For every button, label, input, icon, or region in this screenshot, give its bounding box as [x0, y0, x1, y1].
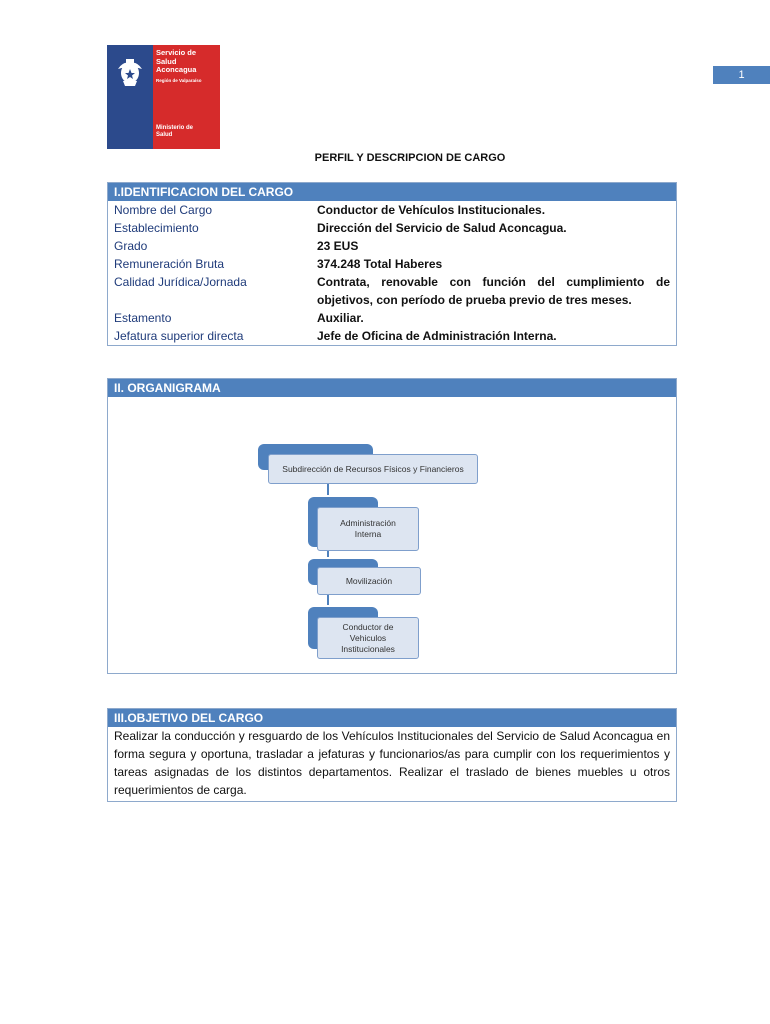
table-row: [108, 255, 676, 273]
page-number: 1: [713, 66, 770, 84]
table-row: [108, 201, 676, 219]
objetivo-heading: III.OBJETIVO DEL CARGO: [108, 709, 676, 727]
org-node-label: Administración Interna: [317, 507, 419, 551]
objetivo-section: [107, 708, 677, 802]
logo-region: Región de Valparaíso: [156, 78, 202, 83]
field-label: Nombre del Cargo: [114, 203, 213, 217]
field-label: Jefatura superior directa: [114, 329, 244, 343]
field-label: Estamento: [114, 311, 172, 325]
table-row: [108, 219, 676, 237]
ministry-logo: [107, 45, 220, 149]
coat-of-arms-icon: [113, 55, 147, 89]
field-value: Dirección del Servicio de Salud Aconcagua.: [317, 221, 567, 235]
table-row: [108, 327, 676, 345]
org-node-label: Conductor de Vehiculos Institucionales: [317, 617, 419, 659]
field-value: Conductor de Vehículos Institucionales.: [317, 203, 546, 217]
field-value: Auxiliar.: [317, 311, 364, 325]
identificacion-section: [107, 182, 677, 346]
logo-blue-panel: [107, 45, 153, 149]
field-label: Grado: [114, 239, 148, 253]
identificacion-table: [108, 201, 676, 345]
field-value: Jefe de Oficina de Administración Interna.: [317, 329, 557, 343]
organigrama-heading: II. ORGANIGRAMA: [108, 379, 676, 397]
logo-red-panel: [153, 45, 220, 149]
org-node-label: Movilización: [317, 567, 421, 595]
org-chart: [108, 397, 676, 673]
identificacion-heading: I.IDENTIFICACION DEL CARGO: [108, 183, 676, 201]
logo-service-name: Servicio de Salud Aconcagua: [156, 48, 197, 74]
org-node-label: Subdirección de Recursos Físicos y Financieros: [268, 454, 478, 484]
table-row: [108, 309, 676, 327]
logo-ministry: Ministerio de Salud: [156, 125, 194, 138]
field-value: 374.248 Total Haberes: [317, 257, 443, 271]
field-label: Establecimiento: [114, 221, 199, 235]
table-row: [108, 273, 676, 309]
field-label: Calidad Jurídica/Jornada: [114, 275, 247, 289]
table-row: [108, 237, 676, 255]
document-title: PERFIL Y DESCRIPCION DE CARGO: [314, 152, 506, 164]
objetivo-text: Realizar la conducción y resguardo de los Vehículos Institucionales del Servicio de Salud Aconcagua en forma segura y oportuna, trasladar a jefaturas y funcionarios/as para cumplir con los requerimientos y tareas asignadas de los distintos departamentos. Realizar el traslado de bienes muebles u otros requerimientos de carga.: [114, 729, 670, 797]
field-value: Contrata, renovable con función del cumplimiento de objetivos, con período de prueba previo de tres meses.: [317, 275, 670, 307]
organigrama-section: [107, 378, 677, 674]
field-value: 23 EUS: [317, 239, 359, 253]
field-label: Remuneración Bruta: [114, 257, 225, 271]
